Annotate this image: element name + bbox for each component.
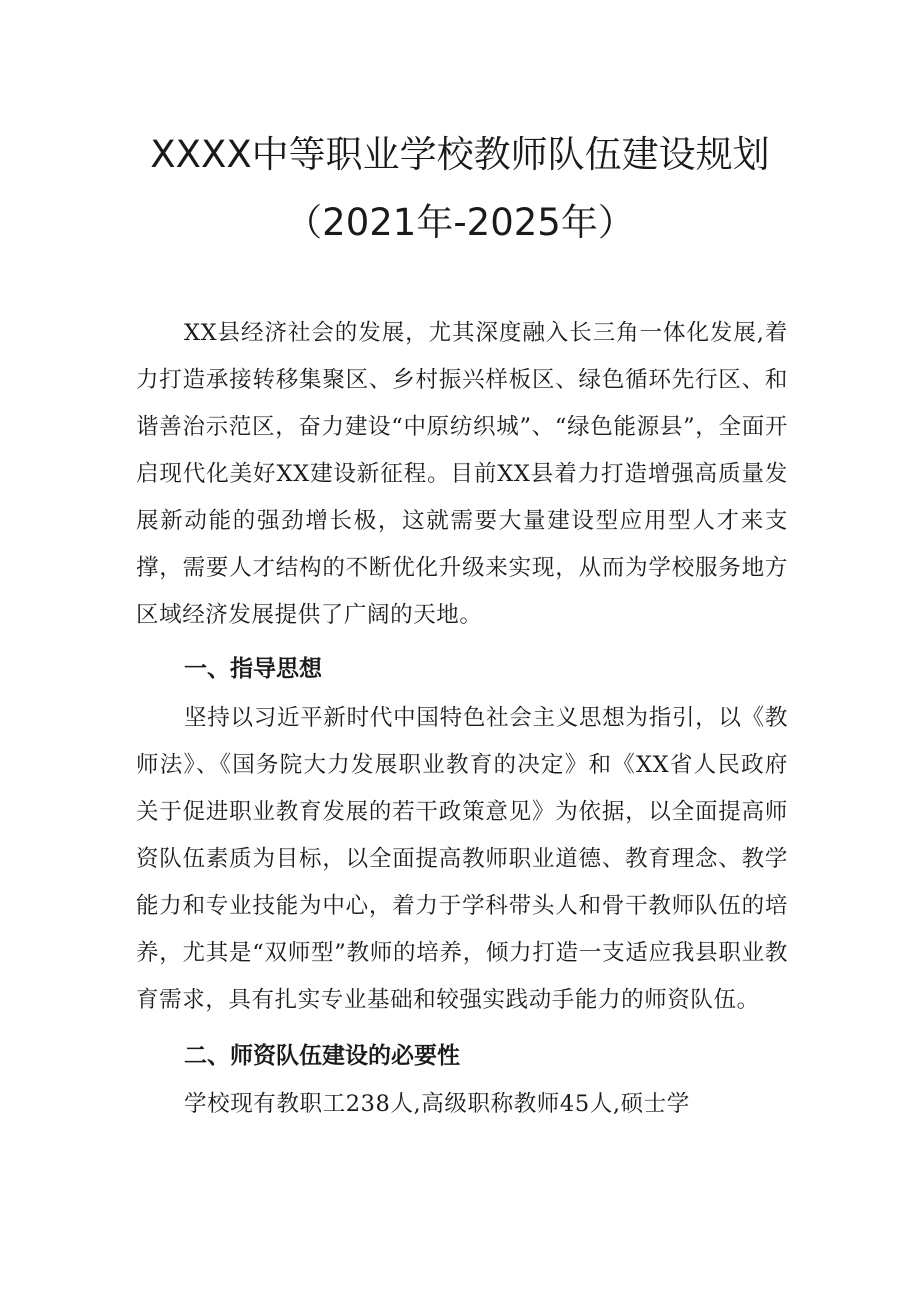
section-heading-guiding-ideology: 一、指导思想 xyxy=(184,656,322,682)
paragraph-guiding-ideology: 坚持以习近平新时代中国特色社会主义思想为指引，以《教师法》、《国务院大力发展职业教育的决定》和《XX省人民政府关于促进职业教育发展的若干政策意见》为依据，以全面提高师资队伍素质为目标，以全面提高教师职业道德、教育理念、教学能力和专业技能为中心，着力于学科带头人和骨干教师队伍的培养，尤其是“双师型”教师的培养，倾力打造一支适应我县职业教育需求，具有扎实专业基础和较强实践动手能力的师资队伍。 xyxy=(136,705,788,1013)
document-title: XXXX中等职业学校教师队伍建设规划 xyxy=(150,133,770,176)
document-subtitle: （2021年-2025年） xyxy=(285,201,635,244)
paragraph-necessity: 学校现有教职工238人,高级职称教师45人,硕士学 xyxy=(184,1091,690,1117)
paragraph-intro: XX县经济社会的发展，尤其深度融入长三角一体化发展,着力打造承接转移集聚区、乡村振兴样板区、绿色循环先行区、和谐善治示范区，奋力建设“中原纺织城”、“绿色能源县”，全面开启现代化美好XX建设新征程。目前XX县着力打造增强高质量发展新动能的强劲增长极，这就需要大量建设型应用型人才来支撑，需要人才结构的不断优化升级来实现，从而为学校服务地方区域经济发展提供了广阔的天地。 xyxy=(136,320,788,628)
section-heading-necessity: 二、师资队伍建设的必要性 xyxy=(184,1043,460,1069)
